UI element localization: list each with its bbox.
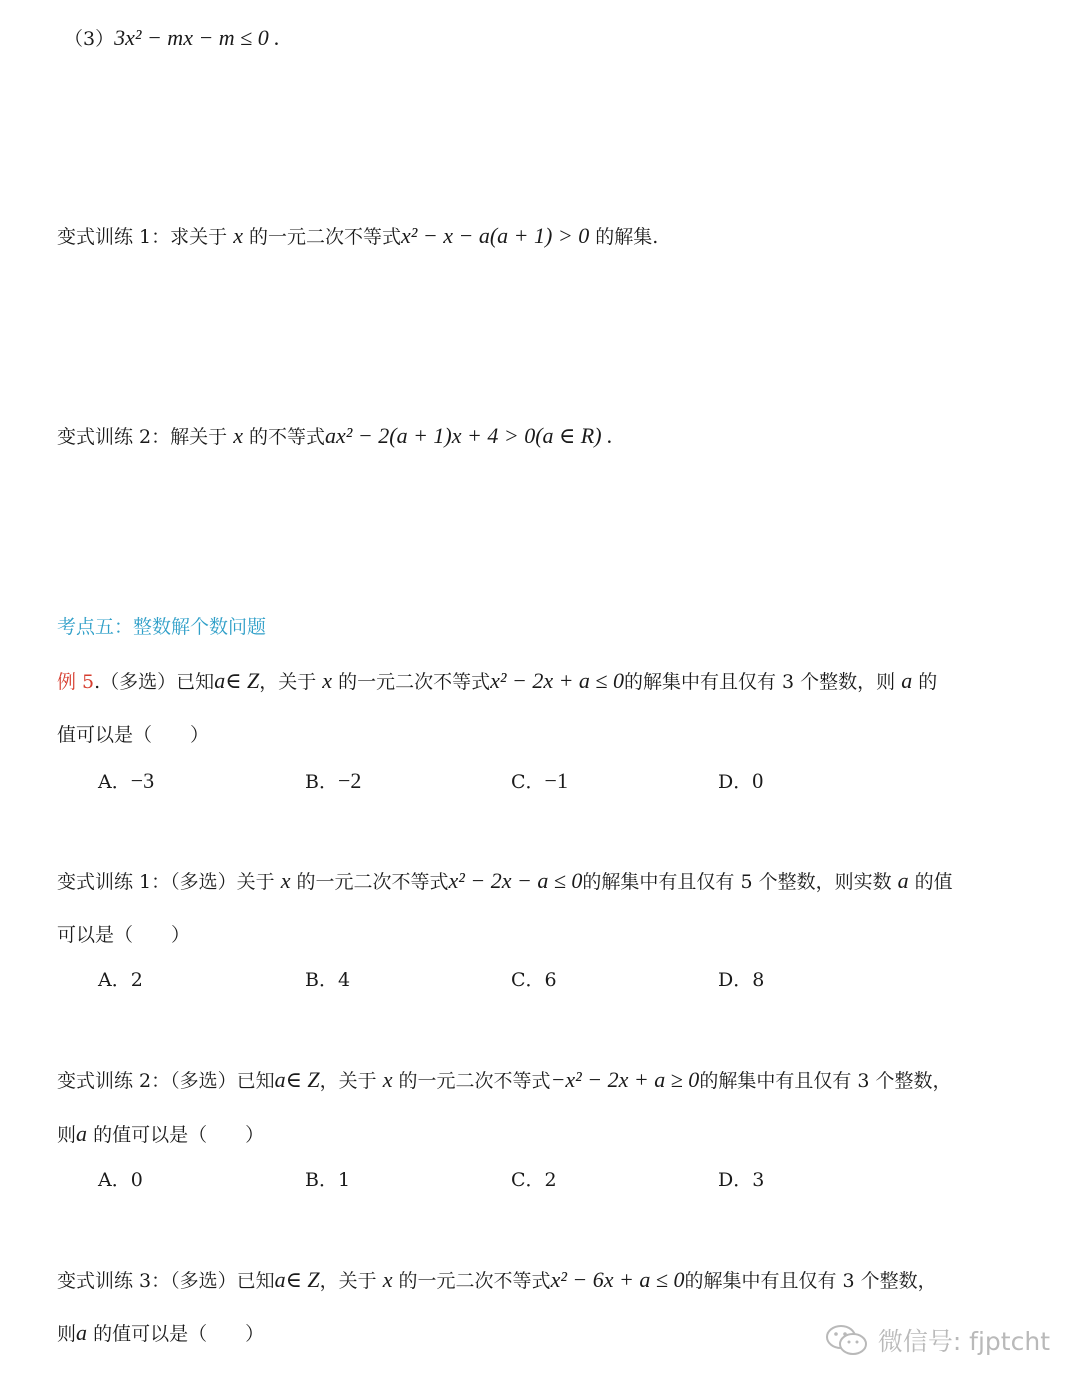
training-1-line-2: 可以是（ ）: [57, 924, 191, 946]
training-3-line-2: [57, 1319, 264, 1348]
var-a: a: [897, 868, 909, 893]
variant-label: 变式训练 2：: [57, 426, 171, 448]
var-x: x: [280, 868, 291, 893]
text: 的解集中有且仅有 5 个整数，则实数: [582, 871, 892, 893]
option-a: A．0: [98, 1169, 143, 1191]
text: 的一元二次不等式: [338, 671, 491, 693]
var-a: a: [76, 1121, 88, 1146]
example-5-line-1: [57, 667, 937, 696]
formula: a∈ Z: [214, 668, 260, 693]
variant-label: 变式训练 1：: [57, 226, 171, 248]
watermark: [824, 1322, 1050, 1358]
training-2-line-2: [57, 1120, 264, 1149]
text: 的一元二次不等式: [249, 226, 402, 248]
option-c: C．6: [511, 969, 557, 991]
example-label: 例 5: [57, 671, 95, 693]
problem-3: [64, 24, 280, 53]
text: 变式训练 2：（多选）已知: [57, 1070, 275, 1092]
text: 的值: [914, 871, 953, 893]
text: 的解集.: [595, 226, 659, 248]
text: ，关于: [319, 1270, 377, 1292]
option-c: [511, 767, 568, 796]
text: 的: [918, 671, 938, 693]
example-5-line-2: 值可以是（ ）: [57, 724, 210, 746]
text: 的一元二次不等式: [398, 1270, 551, 1292]
text: ，关于: [319, 1070, 377, 1092]
option-value: −3: [130, 768, 155, 793]
problem-3-number: （3）: [64, 28, 115, 50]
option-a: A．2: [98, 969, 143, 991]
text: 的值可以是（ ）: [93, 1323, 265, 1345]
problem-3-formula: 3x² − mx − m ≤ 0 .: [114, 25, 280, 50]
var-x: x: [322, 668, 333, 693]
option-b: B．4: [305, 969, 351, 991]
option-label: A．: [98, 771, 131, 793]
option-d: D．3: [718, 1169, 765, 1191]
training-2-line-1: [57, 1066, 951, 1095]
formula: −x² − 2x + a ≥ 0: [550, 1067, 700, 1092]
var-a: a: [76, 1320, 88, 1345]
text: 变式训练 1：（多选）关于: [57, 871, 275, 893]
var-x: x: [233, 423, 243, 448]
text: 的值可以是（ ）: [93, 1124, 265, 1146]
option-value: −2: [337, 768, 362, 793]
text: 变式训练 3：（多选）已知: [57, 1270, 275, 1292]
formula: ax² − 2(a + 1)x + 4 > 0(a ∈ R) .: [325, 423, 613, 448]
text: 则: [57, 1323, 77, 1345]
var-x: x: [233, 223, 243, 248]
formula: x² − x − a(a + 1) > 0: [401, 223, 590, 248]
option-value: 0: [752, 768, 764, 793]
option-c: C．2: [511, 1169, 557, 1191]
var-a: a: [901, 668, 913, 693]
text: 则: [57, 1124, 77, 1146]
formula: a∈ Z: [274, 1267, 320, 1292]
text: 的解集中有且仅有 3 个整数，: [699, 1070, 952, 1092]
variant-2-first: [57, 422, 613, 451]
text: 解关于: [170, 426, 228, 448]
text: 的一元二次不等式: [398, 1070, 551, 1092]
text: 的一元二次不等式: [296, 871, 449, 893]
formula: a∈ Z: [274, 1067, 320, 1092]
text: 的解集中有且仅有 3 个整数，: [684, 1270, 937, 1292]
text: .（多选）已知: [94, 671, 215, 693]
formula: x² − 2x − a ≤ 0: [448, 868, 583, 893]
training-1-line-1: [57, 867, 953, 896]
wechat-icon: [824, 1323, 870, 1357]
option-a: [98, 767, 154, 796]
var-x: x: [382, 1267, 393, 1292]
text: 的解集中有且仅有 3 个整数，则: [624, 671, 896, 693]
watermark-text: 微信号: fjptcht: [877, 1327, 1050, 1356]
text: ，关于: [259, 671, 317, 693]
option-d: [718, 767, 763, 796]
text: 的不等式: [249, 426, 326, 448]
variant-1-first: [57, 222, 658, 251]
formula: x² − 2x + a ≤ 0: [490, 668, 624, 693]
option-b: [305, 767, 361, 796]
option-label: D．: [718, 771, 753, 793]
option-label: B．: [305, 771, 338, 793]
training-3-line-1: [57, 1266, 937, 1295]
text: 求关于: [170, 226, 228, 248]
var-x: x: [382, 1067, 393, 1092]
option-b: B．1: [305, 1169, 351, 1191]
option-d: D．8: [718, 969, 765, 991]
section-title: 考点五：整数解个数问题: [57, 616, 267, 638]
option-label: C．: [511, 771, 545, 793]
option-value: −1: [544, 768, 568, 793]
formula: x² − 6x + a ≤ 0: [550, 1267, 685, 1292]
